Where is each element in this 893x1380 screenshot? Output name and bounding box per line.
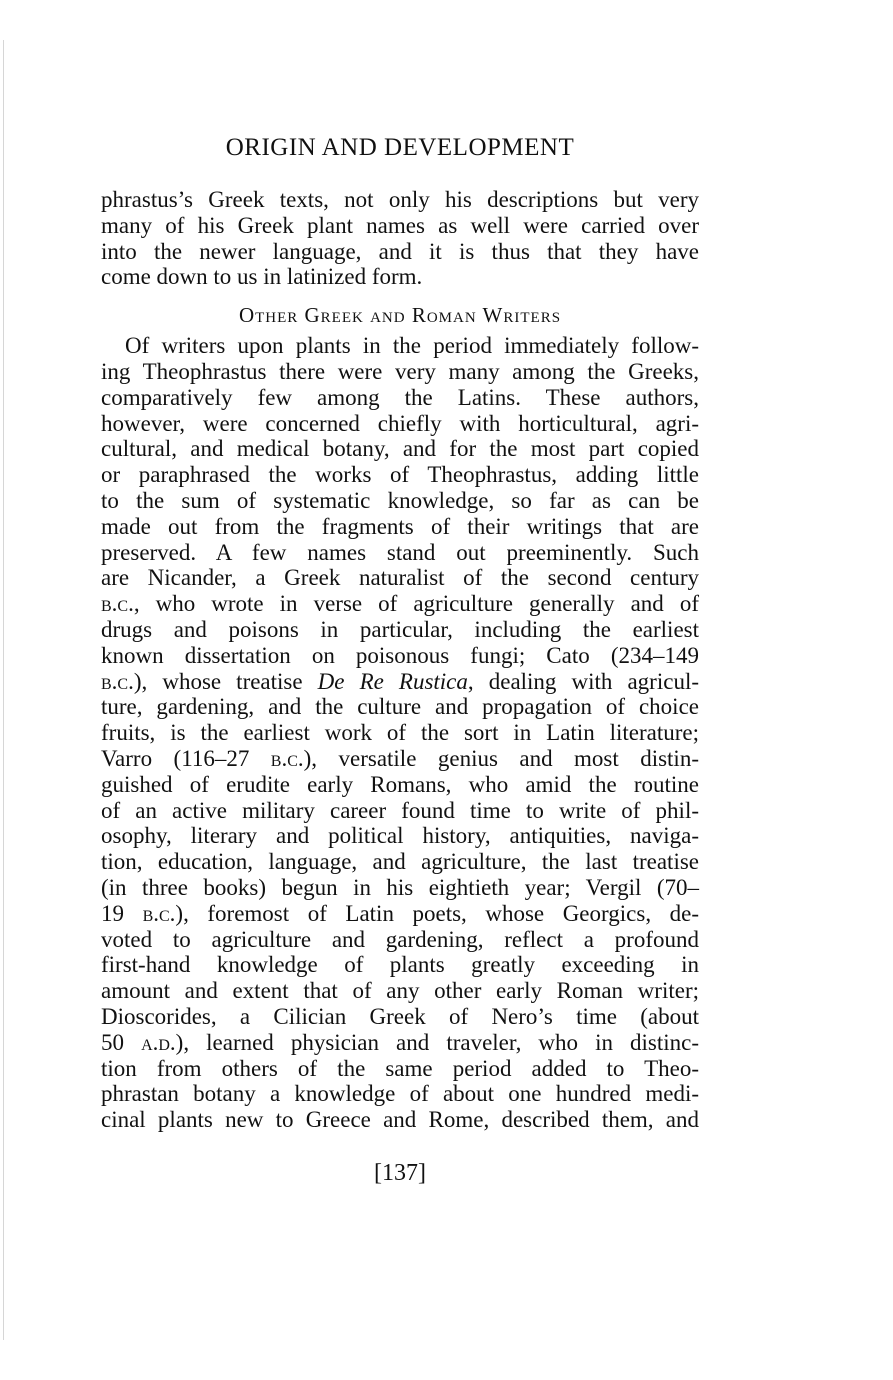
text-line: however, were concerned chiefly with horticultural, agri-: [101, 410, 699, 436]
text-line: fruits, is the earliest work of the sort in Latin literature;: [101, 720, 699, 746]
text-line: to the sum of systematic knowledge, so far as can be: [101, 487, 699, 513]
text-line: comparatively few among the Latins. These authors,: [101, 384, 699, 410]
text-line: of an active military career found time to write of phil-: [101, 797, 699, 823]
text-line: b.c., who wrote in verse of agriculture generally and of: [101, 591, 699, 617]
running-head: ORIGIN AND DEVELOPMENT: [225, 134, 575, 161]
page-edge: [3, 40, 4, 1340]
text-line: osophy, literary and political history, antiquities, naviga-: [101, 823, 699, 849]
text-line: ture, gardening, and the culture and propagation of choice: [101, 694, 699, 720]
text-line: ing Theophrastus there were very many among the Greeks,: [101, 358, 699, 384]
text-line: or paraphrased the works of Theophrastus, adding little: [101, 462, 699, 488]
text-line: 19 b.c.), foremost of Latin poets, whose Georgics, de-: [101, 900, 699, 926]
text-line: 50 a.d.), learned physician and traveler, who in distinc-: [101, 1029, 700, 1055]
text-line: (in three books) begun in his eightieth year; Vergil (70–: [101, 874, 699, 900]
text-line: preserved. A few names stand out preeminently. Such: [101, 539, 699, 565]
text-line: guished of erudite early Romans, who amid the routine: [101, 771, 699, 797]
text-line: into the newer language, and it is thus that they have: [101, 238, 699, 264]
text-line: Of writers upon plants in the period immediately follow-: [125, 333, 699, 359]
text-line: come down to us in latinized form.: [101, 264, 423, 290]
text-line: Varro (116–27 b.c.), versatile genius and most distin-: [101, 745, 699, 771]
text-line: tion, education, language, and agriculture, the last treatise: [101, 849, 699, 875]
body-paragraph: [101, 333, 699, 1133]
text-line: phrastan botany a knowledge of about one hundred medi-: [101, 1081, 699, 1107]
text-line: first-hand knowledge of plants greatly exceeding in: [101, 952, 699, 978]
text-line: many of his Greek plant names as well were carried over: [101, 212, 699, 238]
text-line: known dissertation on poisonous fungi; Cato (234–149: [101, 642, 699, 668]
text-line: Dioscorides, a Cilician Greek of Nero’s time (about: [101, 1003, 699, 1029]
text-line: voted to agriculture and gardening, reflect a profound: [101, 926, 699, 952]
text-block: [101, 187, 699, 1133]
text-line: made out from the fragments of their writings that are: [101, 513, 699, 539]
text-line: are Nicander, a Greek naturalist of the second century: [101, 565, 699, 591]
text-line: cultural, and medical botany, and for the most part copied: [101, 436, 699, 462]
text-line: cinal plants new to Greece and Rome, described them, and: [101, 1107, 699, 1133]
text-line: b.c.), whose treatise De Re Rustica, dealing with agricul-: [101, 668, 699, 694]
text-line: amount and extent that of any other early Roman writer;: [101, 978, 699, 1004]
text-line: tion from others of the same period added to Theo-: [101, 1055, 699, 1081]
section-heading: Other Greek and Roman Writers: [238, 303, 562, 328]
text-line: phrastus’s Greek texts, not only his descriptions but very: [101, 187, 699, 212]
text-line: drugs and poisons in particular, including the earliest: [101, 616, 699, 642]
continuation-paragraph: [101, 187, 699, 290]
page-number: [137]: [374, 1160, 426, 1186]
